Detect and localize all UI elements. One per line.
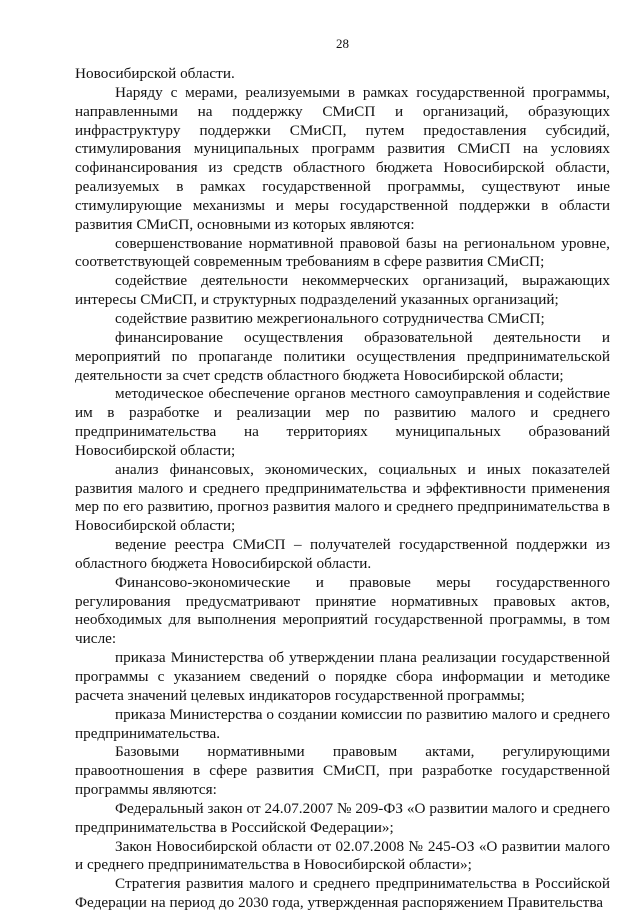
list-item: анализ финансовых, экономических, социальных и иных показателей развития малого и среднего предпринимательства и эффективности применения мер по его развитию, прогноз развития малого и среднего предпринимательства в Новосибирской области; xyxy=(75,460,610,535)
list-item: приказа Министерства о создании комиссии по развитию малого и среднего предпринимательства. xyxy=(75,705,610,742)
list-item: Стратегия развития малого и среднего предпринимательства в Российской Федерации на период до 2030 года, утвержденная распоряжением Правительства xyxy=(75,875,610,912)
list-item: содействие развитию межрегионального сотрудничества СМиСП; xyxy=(115,309,545,327)
list-item: приказа Министерства об утверждении плана реализации государственной программы с указанием сведений о порядке сбора информации и методике расчета значений целевых индикаторов государственной программы; xyxy=(75,649,610,704)
paragraph: Базовыми нормативными правовым актами, регулирующими правоотношения в сфере развития СМиСП, при разработке государственной программы являются: xyxy=(75,743,610,799)
paragraph: Финансово-экономические и правовые меры государственного регулирования предусматривают принятие нормативных правовых актов, необходимых для выполнения мероприятий государственной программы, в том числе: xyxy=(75,573,610,648)
list-item: совершенствование нормативной правовой базы на региональном уровне, соответствующей современным требованиям в сфере развития СМиСП; xyxy=(75,234,610,271)
page-number: 28 xyxy=(336,36,349,51)
paragraph: Новосибирской области. xyxy=(75,65,235,82)
paragraph: Наряду с мерами, реализуемыми в рамках государственной программы, направленными на поддержку СМиСП и организаций, образующих инфраструктуру поддержки СМиСП, путем предоставления субсидий, стимулирования муниципальных программ развития СМиСП на условиях софинансирования из средств областного бюджета Новосибирской области, реализуемых в рамках государственной программы, существуют иные стимулирующие механизмы и меры государственной поддержки в области развития СМиСП, основными из которых являются: xyxy=(75,83,610,233)
list-item: ведение реестра СМиСП – получателей государственной поддержки из областного бюджета Новосибирской области. xyxy=(75,536,610,572)
document-page xyxy=(75,36,610,913)
list-item: содействие деятельности некоммерческих организаций, выражающих интересы СМиСП, и структурных подразделений указанных организаций; xyxy=(75,272,610,309)
list-item: Закон Новосибирской области от 02.07.2008 № 245-ОЗ «О развитии малого и среднего предпринимательства в Новосибирской области»; xyxy=(75,837,610,874)
list-item: финансирование осуществления образовательной деятельности и мероприятий по пропаганде политики осуществления предпринимательской деятельности за счет средств областного бюджета Новосибирской области; xyxy=(75,328,610,384)
list-item: методическое обеспечение органов местного самоуправления и содействие им в разработке и реализации мер по развитию малого и среднего предпринимательства на территориях муниципальных образований Новосибирской области; xyxy=(75,385,610,459)
body-text xyxy=(75,65,610,913)
list-item: Федеральный закон от 24.07.2007 № 209-ФЗ «О развитии малого и среднего предпринимательства в Российской Федерации»; xyxy=(75,799,610,836)
